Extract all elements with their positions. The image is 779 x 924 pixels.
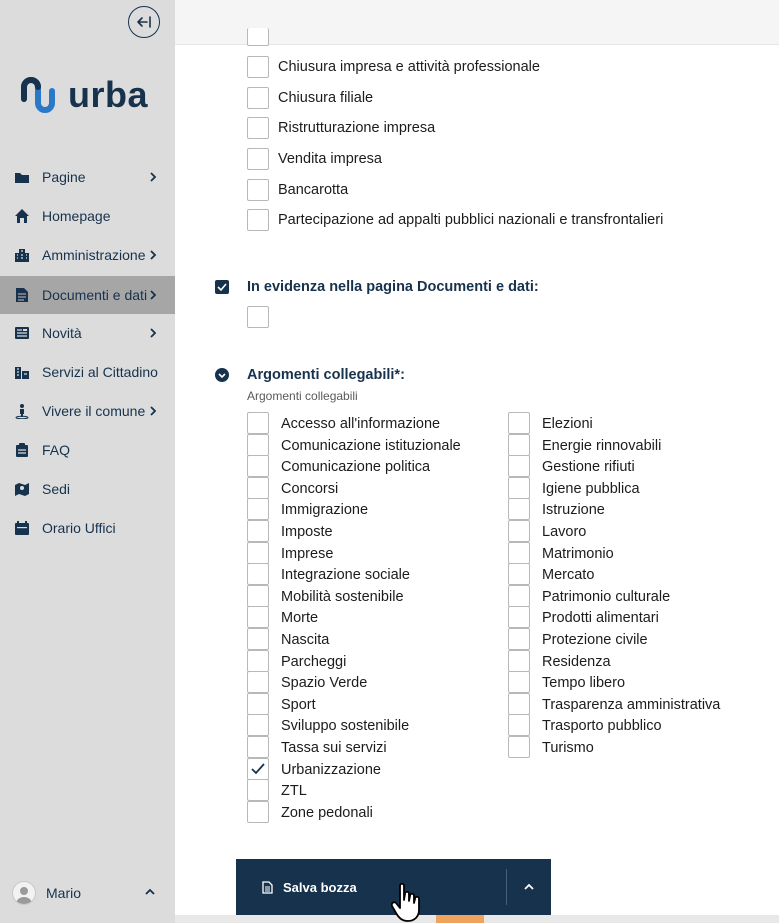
argomento-label: Comunicazione istituzionale xyxy=(281,438,461,454)
building-icon xyxy=(14,247,30,263)
argomento-label: Elezioni xyxy=(542,416,593,432)
argomento-label: Comunicazione politica xyxy=(281,459,431,475)
argomento-checkbox[interactable] xyxy=(508,606,530,628)
argomento-label: Zone pedonali xyxy=(281,805,373,821)
sidebar-item-label: Homepage xyxy=(42,208,111,224)
home-icon xyxy=(14,208,30,224)
tipologia-checkbox[interactable] xyxy=(247,148,269,170)
argomento-checkbox[interactable] xyxy=(247,455,269,477)
sidebar-item-documenti-e-dati[interactable] xyxy=(0,276,175,314)
sidebar-item-label: Amministrazione xyxy=(42,247,146,263)
argomento-label: Prodotti alimentari xyxy=(542,610,659,626)
urba-logo-icon xyxy=(18,75,58,115)
argomento-label: Sviluppo sostenibile xyxy=(281,718,410,734)
sidebar-item-label: Pagine xyxy=(42,169,86,185)
brand-name: urba xyxy=(68,74,149,115)
avatar xyxy=(12,881,36,905)
collapse-sidebar-button[interactable] xyxy=(128,6,160,38)
argomento-label: Imprese xyxy=(281,546,334,562)
argomento-label: Mercato xyxy=(542,567,595,583)
argomento-checkbox[interactable] xyxy=(508,736,530,758)
argomento-label: Patrimonio culturale xyxy=(542,589,671,605)
tipologia-label: Chiusura filiale xyxy=(278,90,374,106)
checkbox-partial[interactable] xyxy=(247,28,269,46)
argomento-checkbox[interactable] xyxy=(508,520,530,542)
argomento-checkbox[interactable] xyxy=(247,758,269,780)
collapse-arrow-icon xyxy=(136,16,152,28)
argomento-label: Trasparenza amministrativa xyxy=(542,697,721,713)
tipologia-label: Chiusura impresa e attività professionale xyxy=(278,59,540,75)
argomento-checkbox[interactable] xyxy=(247,498,269,520)
argomento-checkbox[interactable] xyxy=(508,455,530,477)
argomento-label: Spazio Verde xyxy=(281,675,368,691)
argomento-checkbox[interactable] xyxy=(247,671,269,693)
clipboard-icon xyxy=(14,442,30,458)
tipologia-label: Vendita impresa xyxy=(278,151,382,167)
more-actions-toggle[interactable] xyxy=(507,859,551,915)
sidebar-item-label: Servizi al Cittadino xyxy=(42,364,158,380)
chevron-right-icon xyxy=(149,249,157,261)
argomento-label: Concorsi xyxy=(281,481,339,497)
argomento-checkbox[interactable] xyxy=(508,671,530,693)
argomento-checkbox[interactable] xyxy=(247,477,269,499)
sidebar-item-novit-[interactable] xyxy=(0,314,175,352)
argomento-checkbox[interactable] xyxy=(247,585,269,607)
chevron-right-icon xyxy=(149,289,157,301)
argomento-checkbox[interactable] xyxy=(247,650,269,672)
argomento-checkbox[interactable] xyxy=(247,693,269,715)
argomento-checkbox[interactable] xyxy=(508,628,530,650)
map-icon xyxy=(14,481,30,497)
argomento-label: Residenza xyxy=(542,654,611,670)
argomento-label: Immigrazione xyxy=(281,502,369,518)
argomento-checkbox[interactable] xyxy=(508,693,530,715)
argomento-label: Tempo libero xyxy=(542,675,626,691)
tipologia-checkbox[interactable] xyxy=(247,179,269,201)
chevron-right-icon xyxy=(149,405,157,417)
chevron-up-icon[interactable] xyxy=(144,887,156,897)
sidebar-item-label: Documenti e dati xyxy=(42,287,148,303)
calendar-icon xyxy=(14,520,30,536)
chevron-right-icon xyxy=(149,171,157,183)
chevron-down-circle-icon[interactable] xyxy=(215,368,229,387)
argomento-label: Matrimonio xyxy=(542,546,614,562)
tipologia-checkbox[interactable] xyxy=(247,87,269,109)
argomento-label: Protezione civile xyxy=(542,632,648,648)
argomento-checkbox[interactable] xyxy=(508,477,530,499)
argomento-checkbox[interactable] xyxy=(247,520,269,542)
checkbox-section-icon xyxy=(215,280,229,299)
sidebar-item-sedi[interactable] xyxy=(0,470,175,508)
evidenza-title: In evidenza nella pagina Documenti e dati: xyxy=(247,279,539,295)
sidebar-item-amministrazione[interactable] xyxy=(0,236,175,274)
argomento-label: Urbanizzazione xyxy=(281,762,381,778)
argomento-label: Tassa sui servizi xyxy=(281,740,387,756)
city-service-icon xyxy=(14,364,30,380)
user-menu[interactable] xyxy=(12,881,81,905)
sidebar-item-pagine[interactable] xyxy=(0,158,175,196)
argomento-label: ZTL xyxy=(281,783,307,799)
document-icon xyxy=(14,287,30,303)
argomento-checkbox[interactable] xyxy=(508,412,530,434)
argomento-label: Integrazione sociale xyxy=(281,567,410,583)
argomento-checkbox[interactable] xyxy=(508,714,530,736)
newspaper-icon xyxy=(14,325,30,341)
sidebar-item-homepage[interactable] xyxy=(0,197,175,235)
sidebar-item-faq[interactable] xyxy=(0,431,175,469)
sidebar-item-label: Novità xyxy=(42,325,82,341)
argomento-checkbox[interactable] xyxy=(508,585,530,607)
sidebar-item-vivere-il-comune[interactable] xyxy=(0,392,175,430)
user-icon xyxy=(14,884,34,904)
argomento-checkbox[interactable] xyxy=(508,434,530,456)
argomento-label: Gestione rifiuti xyxy=(542,459,635,475)
argomento-checkbox[interactable] xyxy=(247,714,269,736)
argomento-label: Energie rinnovabili xyxy=(542,438,662,454)
argomento-checkbox[interactable] xyxy=(247,434,269,456)
argomenti-title: Argomenti collegabili*: xyxy=(247,367,405,383)
argomento-label: Nascita xyxy=(281,632,330,648)
tipologia-checkbox[interactable] xyxy=(247,209,269,231)
argomento-label: Accesso all'informazione xyxy=(281,416,441,432)
argomento-label: Turismo xyxy=(542,740,594,756)
tipologia-checkbox[interactable] xyxy=(247,117,269,139)
tipologia-label: Bancarotta xyxy=(278,182,349,198)
argomento-checkbox[interactable] xyxy=(247,736,269,758)
chevron-up-icon xyxy=(523,882,535,892)
argomento-checkbox[interactable] xyxy=(247,628,269,650)
sidebar-item-label: FAQ xyxy=(42,442,71,458)
argomento-label: Trasporto pubblico xyxy=(542,718,662,734)
argomento-checkbox[interactable] xyxy=(247,563,269,585)
sidebar-item-servizi-al-cittadino[interactable] xyxy=(0,353,175,391)
argomento-checkbox[interactable] xyxy=(508,650,530,672)
argomento-label: Sport xyxy=(281,697,316,713)
sidebar-item-label: Vivere il comune xyxy=(42,403,146,419)
argomenti-sublabel: Argomenti collegabili xyxy=(247,389,358,403)
argomento-label: Igiene pubblica xyxy=(542,481,640,497)
sidebar-item-orario-uffici[interactable] xyxy=(0,509,175,547)
sidebar-item-label: Sedi xyxy=(42,481,71,497)
tipologia-label: Ristrutturazione impresa xyxy=(278,120,436,136)
folder-icon xyxy=(14,169,30,185)
argomento-checkbox[interactable] xyxy=(508,542,530,564)
tipologia-label: Partecipazione ad appalti pubblici nazionali e transfrontalieri xyxy=(278,212,664,228)
hand-cursor-icon xyxy=(388,880,424,924)
argomento-checkbox[interactable] xyxy=(508,563,530,585)
person-pin-icon xyxy=(14,403,30,419)
argomento-checkbox[interactable] xyxy=(247,779,269,801)
evidenza-checkbox[interactable] xyxy=(247,306,269,328)
argomento-label: Istruzione xyxy=(542,502,605,518)
urba-logo[interactable] xyxy=(18,74,148,116)
document-icon xyxy=(262,881,273,894)
save-draft-label: Salva bozza xyxy=(283,879,357,895)
argomento-label: Morte xyxy=(281,610,319,626)
chevron-right-icon xyxy=(149,327,157,339)
tipologia-checkbox[interactable] xyxy=(247,56,269,78)
sidebar-item-label: Orario Uffici xyxy=(42,520,116,536)
argomento-label: Lavoro xyxy=(542,524,587,540)
argomento-label: Parcheggi xyxy=(281,654,347,670)
argomento-checkbox[interactable] xyxy=(247,542,269,564)
argomento-label: Imposte xyxy=(281,524,333,540)
argomento-label: Mobilità sostenibile xyxy=(281,589,404,605)
argomento-checkbox[interactable] xyxy=(247,606,269,628)
save-draft-button[interactable] xyxy=(236,859,506,915)
bottom-accent xyxy=(436,915,484,923)
argomento-checkbox[interactable] xyxy=(247,412,269,434)
sidebar xyxy=(0,0,175,923)
argomento-checkbox[interactable] xyxy=(247,801,269,823)
argomento-checkbox[interactable] xyxy=(508,498,530,520)
user-name: Mario xyxy=(46,885,82,901)
